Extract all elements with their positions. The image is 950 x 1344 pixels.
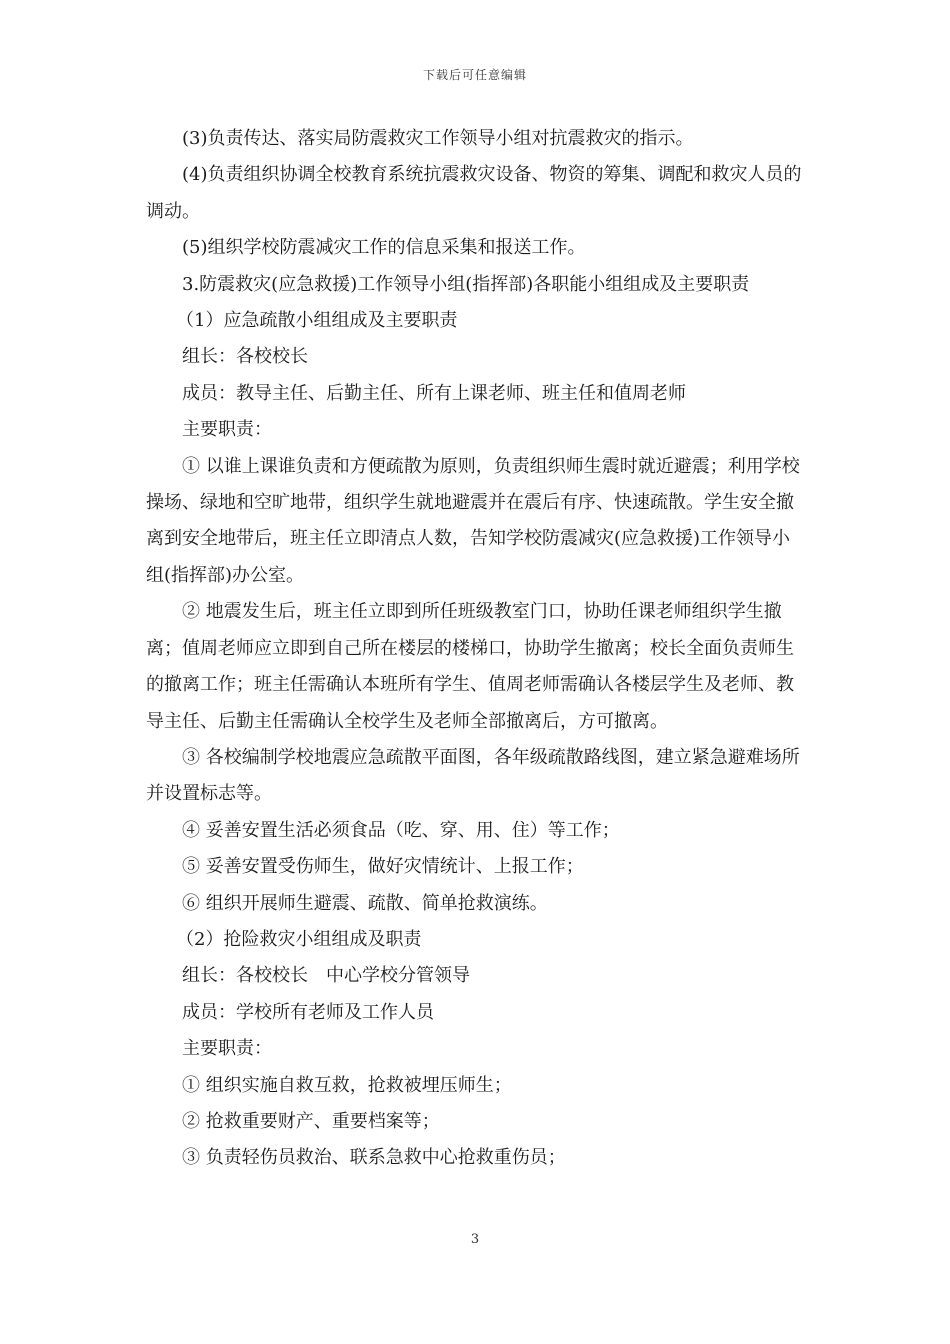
paragraph: 成员：学校所有老师及工作人员 bbox=[182, 1001, 434, 1023]
paragraph: 成员：教导主任、后勤主任、所有上课老师、班主任和值周老师 bbox=[182, 382, 686, 404]
subsection-heading: （1）应急疏散小组组成及主要职责 bbox=[176, 310, 458, 332]
list-item: ⑥ 组织开展师生避震、疏散、简单抢救演练。 bbox=[182, 892, 548, 914]
list-item: ③ 各校编制学校地震应急疏散平面图，各年级疏散路线图，建立紧急避难场所并设置标志等。 bbox=[146, 746, 800, 805]
paragraph: 组长：各校校长 中心学校分管领导 bbox=[182, 965, 470, 987]
list-item: ① 以谁上课谁负责和方便疏散为原则，负责组织师生震时就近避震；利用学校操场、绿地和空旷地带，组织学生就地避震并在震后有序、快速疏散。学生安全撤离到安全地带后，班主任立即清点人数，告知学校防震减灾(应急救援)工作领导小组(指挥部)办公室。 bbox=[146, 455, 800, 586]
paragraph: 主要职责： bbox=[182, 1038, 272, 1060]
list-item: ⑤ 妥善安置受伤师生，做好灾情统计、上报工作； bbox=[182, 856, 584, 878]
list-item: ③ 负责轻伤员救治、联系急救中心抢救重伤员； bbox=[182, 1147, 566, 1169]
list-item: ④ 妥善安置生活必须食品（吃、穿、用、住）等工作； bbox=[182, 819, 620, 841]
paragraph: (4)负责组织协调全校教育系统抗震救灾设备、物资的筹集、调配和救灾人员的调动。 bbox=[146, 164, 802, 222]
page-header: 下载后可任意编辑 bbox=[422, 68, 527, 82]
subsection-heading: （2）抢险救灾小组组成及职责 bbox=[176, 928, 422, 950]
paragraph: (5)组织学校防震减灾工作的信息采集和报送工作。 bbox=[182, 237, 586, 259]
page-number: 3 bbox=[470, 1232, 480, 1247]
paragraph: (3)负责传达、落实局防震救灾工作领导小组对抗震救灾的指示。 bbox=[182, 128, 694, 149]
paragraph: 主要职责： bbox=[182, 419, 272, 441]
section-heading: 3.防震救灾(应急救援)工作领导小组(指挥部)各职能小组组成及主要职责 bbox=[182, 273, 750, 295]
list-item: ① 组织实施自救互救，抢救被埋压师生； bbox=[182, 1074, 512, 1096]
paragraph: 组长：各校校长 bbox=[182, 346, 308, 368]
list-item: ② 抢救重要财产、重要档案等； bbox=[182, 1110, 440, 1132]
document-body bbox=[146, 121, 806, 1177]
list-item: ② 地震发生后，班主任立即到所任班级教室门口，协助任课老师组织学生撤离；值周老师应立即到自己所在楼层的楼梯口，协助学生撤离；校长全面负责师生的撤离工作；班主任需确认本班所有学生、值周老师需确认各楼层学生及老师、教导主任、后勤主任需确认全校学生及老师全部撤离后，方可撤离。 bbox=[146, 601, 794, 732]
